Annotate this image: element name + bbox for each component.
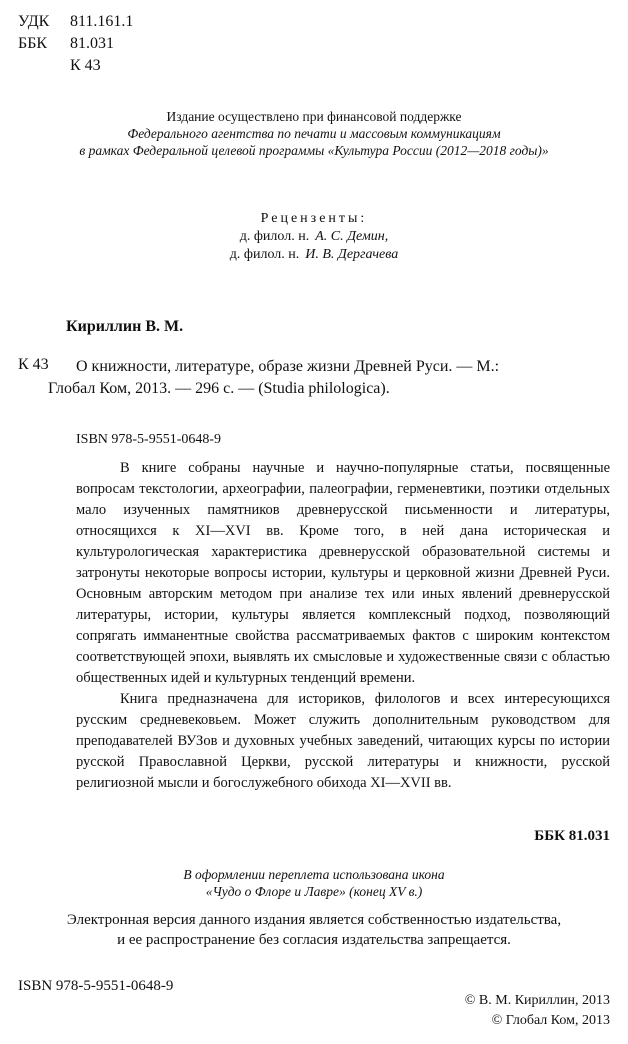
reviewer-name: А. С. Демин, <box>315 229 389 244</box>
reviewer-degree: д. филол. н. <box>229 247 300 262</box>
electronic-notice-line-2: и ее распространение без согласия издательства запрещается. <box>117 932 511 948</box>
funding-line-2: Федерального агентства по печати и массовым коммуникациям <box>127 126 501 141</box>
abstract-paragraph-2: Книга предназначена для историков, филологов и всех интересующихся русским средневековьем. Может служить дополнительным руководством для преподавателей ВУЗов и духовных учебных заведений, читающих курсы по истории русской Православной Церкви, русской литературы и книжности, русской религиозной мысли и богослужебного обихода XI—XVII вв. <box>76 691 610 791</box>
isbn-bottom: ISBN 978-5-9551-0648-9 <box>18 978 174 994</box>
reviewers-title: Рецензенты: <box>260 211 368 226</box>
reviewer-1 <box>0 228 628 246</box>
cover-note-line-2: «Чудо о Флоре и Лавре» (конец XV в.) <box>205 884 423 899</box>
bibliographic-line-1: О книжности, литературе, образе жизни Древней Руси. — М.: <box>76 358 500 375</box>
reviewer-name: И. В. Дергачева <box>305 247 399 262</box>
author-mark: К 43 <box>70 57 101 74</box>
bbk-label: ББК <box>18 35 48 52</box>
abstract <box>76 458 610 794</box>
udk-line <box>18 12 133 32</box>
udk-label: УДК <box>18 13 50 30</box>
reviewers-block <box>0 210 628 264</box>
bbk-line <box>18 34 114 54</box>
udk-value: 811.161.1 <box>70 13 134 30</box>
cover-note <box>0 866 628 900</box>
isbn-top: ISBN 978-5-9551-0648-9 <box>76 432 222 447</box>
bibliographic-description <box>48 356 610 400</box>
copyright-line-1: © В. М. Кириллин, 2013 <box>464 993 610 1008</box>
electronic-notice-line-1: Электронная версия данного издания является собственностью издательства, <box>66 912 562 928</box>
author-name: Кириллин В. М. <box>66 318 184 335</box>
electronic-notice <box>0 910 628 950</box>
bibliographic-line-2: Глобал Ком, 2013. — 296 с. — (Studia philologica). <box>48 380 390 397</box>
reviewer-2 <box>0 246 628 264</box>
funding-line-3: в рамках Федеральной целевой программы «Культура России (2012—2018 годы)» <box>79 143 549 158</box>
cover-note-line-1: В оформлении переплета использована икона <box>183 867 445 882</box>
author-mark-line <box>18 56 101 76</box>
bbk-bottom: ББК 81.031 <box>534 828 610 844</box>
funding-line-1: Издание осуществлено при финансовой поддержке <box>166 109 462 124</box>
copyright-line-2: © Глобал Ком, 2013 <box>491 1013 610 1028</box>
funding-notice <box>0 108 628 159</box>
bibliographic-code: К 43 <box>18 356 49 373</box>
bbk-value: 81.031 <box>70 35 114 52</box>
abstract-paragraph-1: В книге собраны научные и научно-популярные статьи, посвященные вопросам текстологии, археографии, палеографии, герменевтики, поэтики отдельных мало изученных памятников древнерусской письменности и литературы, относящихся к XI—XVI вв. Кроме того, в ней дана историческая и культурологическая характеристика древнерусской образовательной системы и затронуты некоторые вопросы истории, культуры и церковной жизни Древней Руси. Основным авторским методом при анализе тех или иных явлений древнерусской литературы, истории, культуры является комплексный подход, позволяющий сопрягать имманентные свойства рассматриваемых фактов с широким контекстом соответствующей эпохи, выявлять их смысловые и художественные связи с областью общественных идей и культурных тенденций времени. <box>76 460 610 686</box>
reviewer-degree: д. филол. н. <box>239 229 310 244</box>
